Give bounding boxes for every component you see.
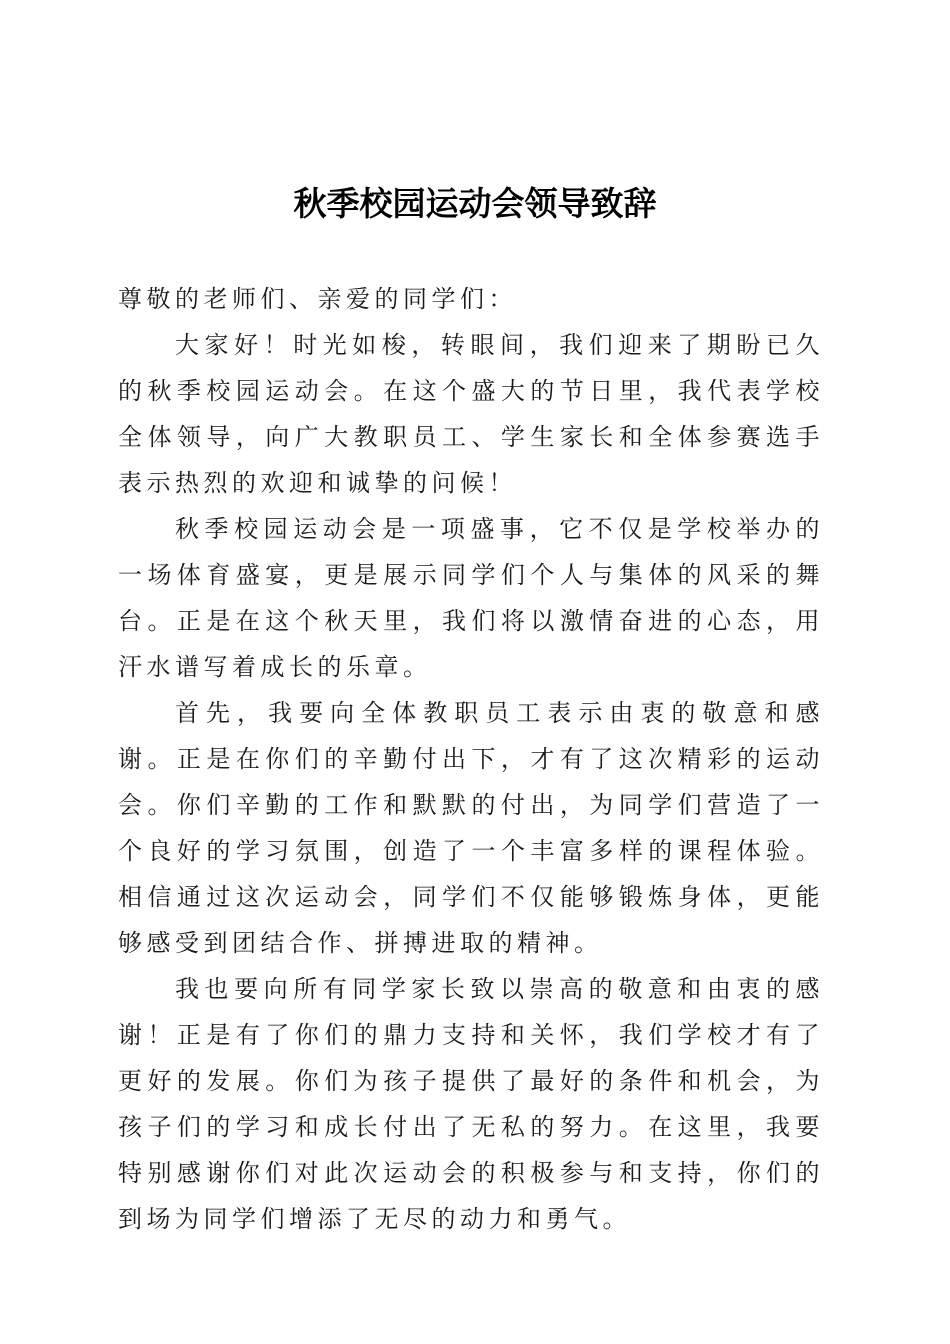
document-title: 秋季校园运动会领导致辞: [293, 184, 657, 223]
paragraph-event-significance: 秋季校园运动会是一项盛事，它不仅是学校举办的一场体育盛宴，更是展示同学们个人与集体的风采的舞台。正是在这个秋天里，我们将以激情奋进的心态，用汗水谱写着成长的乐章。: [118, 515, 824, 681]
paragraph-welcome: 大家好！时光如梭，转眼间，我们迎来了期盼已久的秋季校园运动会。在这个盛大的节日里，我代表学校全体领导，向广大教职员工、学生家长和全体参赛选手表示热烈的欢迎和诚挚的问候！: [118, 331, 824, 497]
paragraph-thanks-parents: 我也要向所有同学家长致以崇高的敬意和由衷的感谢！正是有了你们的鼎力支持和关怀，我们学校才有了更好的发展。你们为孩子提供了最好的条件和机会，为孩子们的学习和成长付出了无私的努力。在这里，我要特别感谢你们对此次运动会的积极参与和支持，你们的到场为同学们增添了无尽的动力和勇气。: [118, 975, 824, 1233]
document-body: [118, 276, 824, 1242]
paragraph-thanks-staff: 首先，我要向全体教职员工表示由衷的敬意和感谢。正是在你们的辛勤付出下，才有了这次精彩的运动会。你们辛勤的工作和默默的付出，为同学们营造了一个良好的学习氛围，创造了一个丰富多样的课程体验。相信通过这次运动会，同学们不仅能够锻炼身体，更能够感受到团结合作、拼搏进取的精神。: [118, 699, 824, 957]
salutation: 尊敬的老师们、亲爱的同学们：: [118, 285, 517, 313]
